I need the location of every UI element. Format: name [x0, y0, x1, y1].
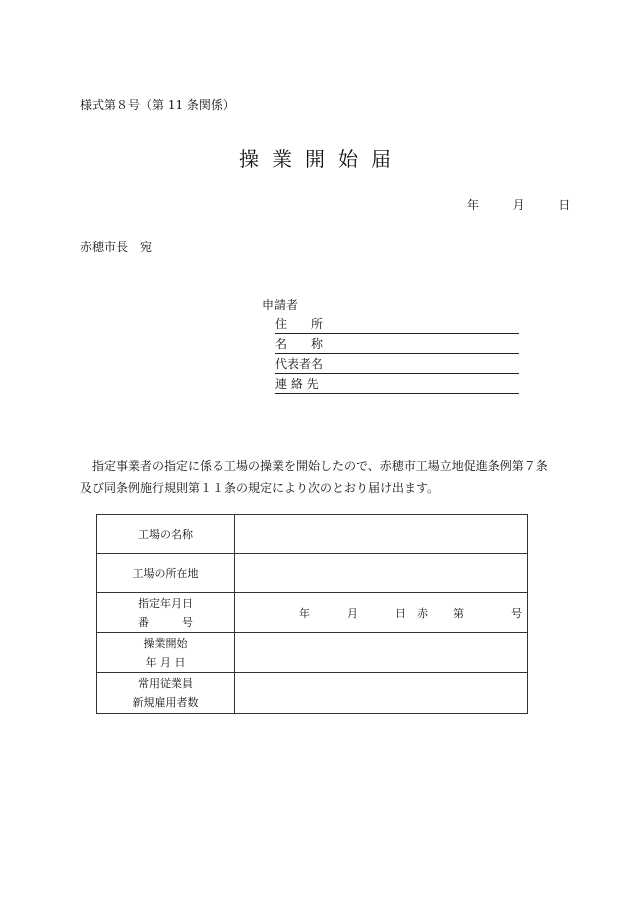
start-date-label: [97, 633, 235, 673]
representative-label: 代表者名: [275, 357, 324, 371]
employees-input[interactable]: [235, 673, 528, 714]
contact-field[interactable]: [275, 376, 519, 394]
address-label: 住 所: [275, 317, 324, 331]
document-title: 操業開始届: [239, 147, 404, 171]
designation-label-line2: 番 号: [138, 615, 193, 629]
factory-location-label: 工場の所在地: [97, 554, 235, 593]
designation-month: 月: [347, 606, 358, 620]
table-row: [97, 633, 528, 673]
contact-label: 連 絡 先: [275, 377, 319, 391]
addressee: 赤穂市長 宛: [80, 240, 153, 254]
date-year: 年: [467, 198, 480, 212]
start-label-line1: 操業開始: [143, 636, 188, 650]
name-label: 名 称: [275, 337, 324, 351]
designation-dai: 第: [453, 606, 464, 620]
address-field[interactable]: [275, 316, 519, 334]
table-row: [97, 673, 528, 714]
table-row: [97, 554, 528, 593]
name-field[interactable]: [275, 336, 519, 354]
designation-year: 年: [299, 606, 310, 620]
date-line: [467, 196, 570, 213]
factory-name-input[interactable]: [235, 515, 528, 554]
notification-table: [96, 514, 528, 714]
designation-input[interactable]: [235, 593, 528, 633]
designation-label-line1: 指定年月日: [138, 596, 193, 610]
designation-prefix: 赤: [417, 606, 428, 620]
start-label-line2: 年 月 日: [145, 655, 186, 669]
date-day: 日: [558, 198, 571, 212]
table-row: [97, 593, 528, 633]
factory-location-input[interactable]: [235, 554, 528, 593]
representative-field[interactable]: [275, 356, 519, 374]
designation-day: 日: [395, 606, 406, 620]
designation-label: [97, 593, 235, 633]
date-month: 月: [512, 198, 525, 212]
factory-name-label: 工場の名称: [97, 515, 235, 554]
start-date-input[interactable]: [235, 633, 528, 673]
form-number-label: 様式第８号（第 11 条関係）: [80, 98, 235, 112]
employees-label: [97, 673, 235, 714]
table-row: [97, 515, 528, 554]
designation-go: 号: [511, 606, 522, 620]
employees-label-line2: 新規雇用者数: [132, 696, 199, 709]
applicant-heading: 申請者: [262, 298, 299, 312]
employees-label-line1: 常用従業員: [138, 677, 193, 690]
body-paragraph: 指定事業者の指定に係る工場の操業を開始したので、赤穂市工場立地促進条例第７条及び同条例施行規則第１１条の規定により次のとおり届け出ます。: [80, 459, 548, 495]
